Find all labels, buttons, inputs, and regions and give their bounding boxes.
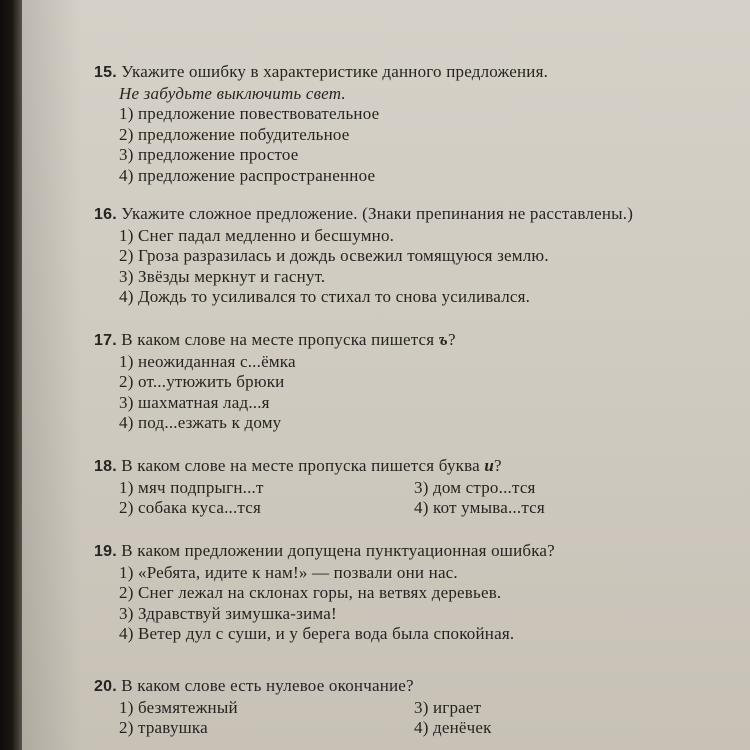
question-20 <box>94 676 634 739</box>
answer-option-1: 1) неожиданная с...ёмка <box>119 351 296 371</box>
answer-option-4: 4) предложение распространенное <box>119 165 376 185</box>
question-16-header <box>94 204 633 226</box>
question-number: 19. <box>94 543 117 560</box>
answer-option-4: 4) денёчек <box>414 718 492 737</box>
example-sentence: Не забудьте выключить свет. <box>119 83 346 103</box>
answer-option-4: 4) Дождь то усиливался то стихал то снова усиливался. <box>119 287 531 306</box>
question-number: 20. <box>94 678 117 695</box>
answer-options-grid <box>94 478 634 519</box>
answer-option-3: 3) предложение простое <box>119 145 299 164</box>
question-prompt: В каком слове есть нулевое окончание? <box>121 676 414 695</box>
question-prompt: В каком слове на месте пропуска пишется буква <box>121 456 480 475</box>
question-mark: ? <box>447 330 456 349</box>
question-16 <box>94 204 633 308</box>
answer-option-4: 4) кот умыва...тся <box>414 498 545 517</box>
answer-option-4: 4) Ветер дул с суши, и у берега вода была спокойная. <box>119 624 515 643</box>
question-prompt: Укажите сложное предложение. (Знаки препинания не расставлены.) <box>121 204 634 223</box>
answer-option-3: 3) Здравствуй зимушка-зима! <box>119 603 337 623</box>
page-gutter-shade <box>22 0 82 750</box>
question-18-header <box>94 456 634 478</box>
question-20-header <box>94 676 634 698</box>
question-number: 16. <box>94 206 117 223</box>
question-15-header <box>94 62 548 84</box>
question-prompt: В каком слове на месте пропуска пишется <box>121 330 435 349</box>
question-18 <box>94 456 634 519</box>
answer-option-2: 2) Гроза разразилась и дождь освежил томящуюся землю. <box>119 246 549 265</box>
answer-option-3: 3) играет <box>414 697 482 717</box>
question-mark: ? <box>494 456 502 475</box>
answer-option-2: 2) от...утюжить брюки <box>119 372 285 391</box>
answer-option-3: 3) шахматная лад...я <box>119 392 270 412</box>
answer-option-1: 1) Снег падал медленно и бесшумно. <box>119 225 395 245</box>
question-number: 15. <box>94 64 117 81</box>
question-15 <box>94 62 548 186</box>
answer-option-2: 2) предложение побудительное <box>119 124 350 144</box>
answer-option-3: 3) дом стро...тся <box>414 477 536 497</box>
answer-option-1: 1) «Ребята, идите к нам!» — позвали они нас. <box>119 562 458 582</box>
page-edge-shadow <box>0 0 22 750</box>
question-number: 17. <box>94 332 117 349</box>
target-letter: и <box>484 456 494 475</box>
question-17-header <box>94 330 456 352</box>
target-letter: ъ <box>438 330 448 349</box>
question-19 <box>94 541 555 645</box>
question-prompt: В каком предложении допущена пунктуационная ошибка? <box>121 541 555 560</box>
answer-option-4: 4) под...езжать к дому <box>119 413 282 432</box>
answer-option-3: 3) Звёзды меркнут и гаснут. <box>119 266 326 286</box>
answer-options-grid <box>94 698 634 739</box>
question-number: 18. <box>94 458 117 475</box>
question-17 <box>94 330 456 434</box>
answer-option-2: 2) собака куса...тся <box>119 498 262 517</box>
answer-option-2: 2) травушка <box>119 718 208 737</box>
answer-option-1: 1) безмятежный <box>119 697 238 717</box>
question-prompt: Укажите ошибку в характеристике данного предложения. <box>121 62 549 81</box>
answer-option-1: 1) мяч подпрыгн...т <box>119 477 264 497</box>
answer-option-2: 2) Снег лежал на склонах горы, на ветвях деревьев. <box>119 583 502 602</box>
question-19-header <box>94 541 555 563</box>
answer-option-1: 1) предложение повествовательное <box>119 104 380 123</box>
